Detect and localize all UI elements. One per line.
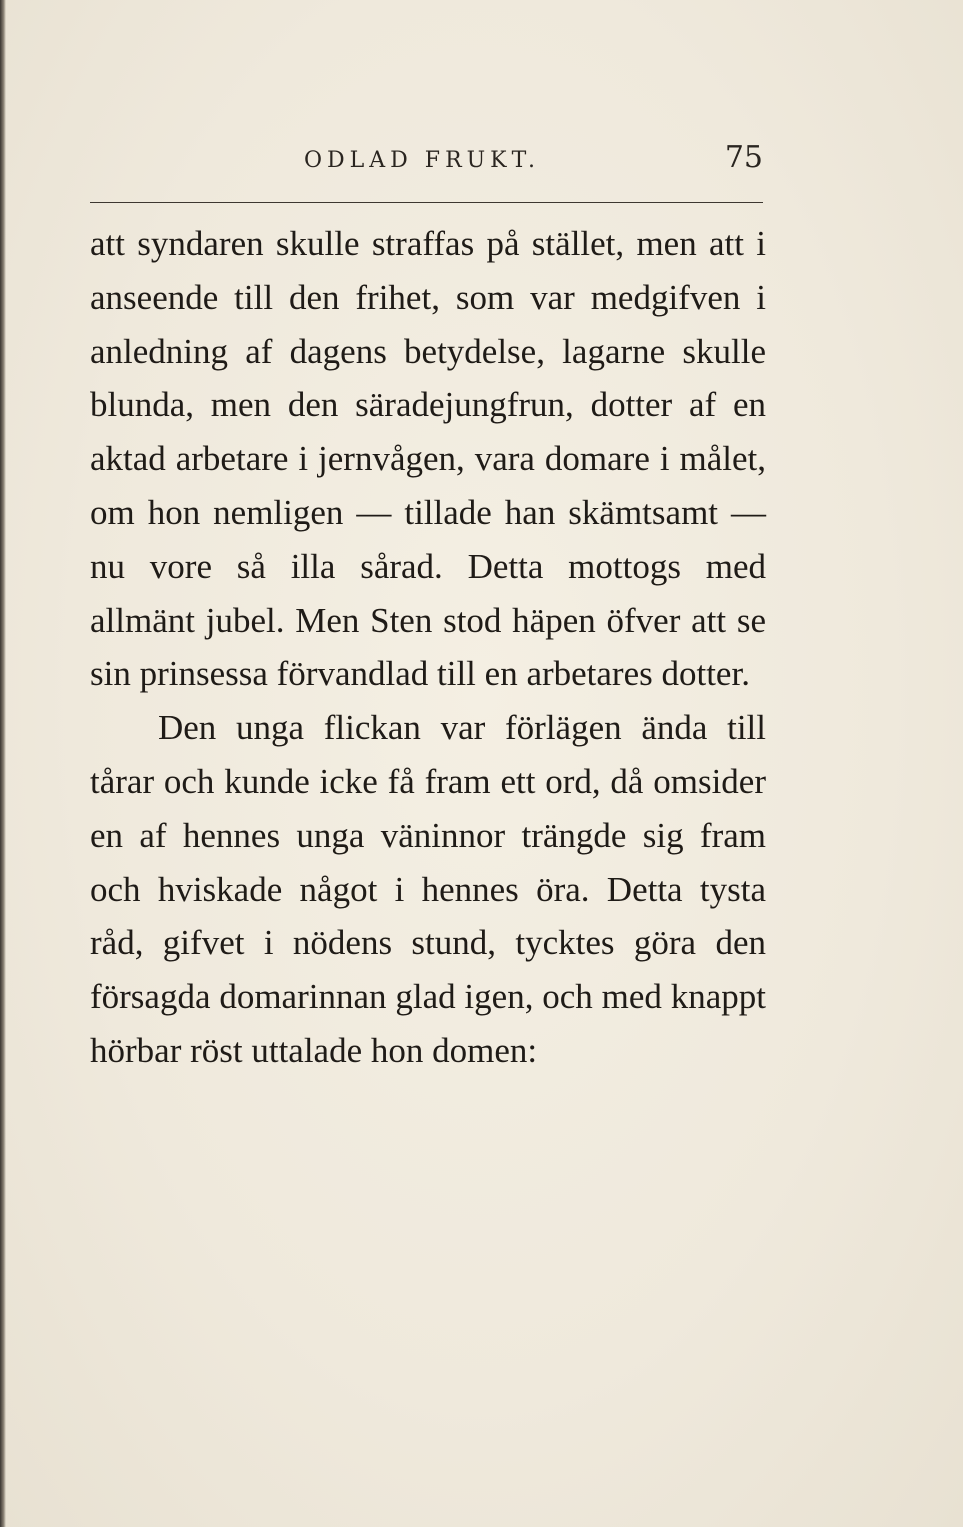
paragraph-1: att syndaren skulle straffas på stället, men att i anseende till den frihet, som var medgifven i anledning af dagens betydelse, lagarne skulle blunda, men den säradejungfrun, dotter af en aktad arbetare i jernvågen, vara domare i målet, om hon nemligen — tillade han skämtsamt — nu vore så illa sårad. Detta mottogs med allmänt jubel. Men Sten stod häpen öfver att se sin prinsessa förvandlad till en arbetares dotter. bbox=[90, 224, 766, 694]
header-rule bbox=[90, 202, 763, 203]
running-head: ODLAD FRUKT. bbox=[304, 148, 541, 173]
body-text bbox=[90, 217, 766, 1078]
page-binding-edge bbox=[0, 0, 6, 1527]
paragraph-2: Den unga flickan var förlägen ända till tårar och kunde icke få fram ett ord, då omsider en af hennes unga väninnor trängde sig fram och hviskade något i hennes öra. Detta tysta råd, gifvet i nödens stund, tycktes göra den försagda domarinnan glad igen, och med knappt hörbar röst uttalade hon domen: bbox=[90, 708, 766, 1070]
page-header bbox=[90, 140, 765, 190]
page-number: 75 bbox=[724, 140, 763, 175]
